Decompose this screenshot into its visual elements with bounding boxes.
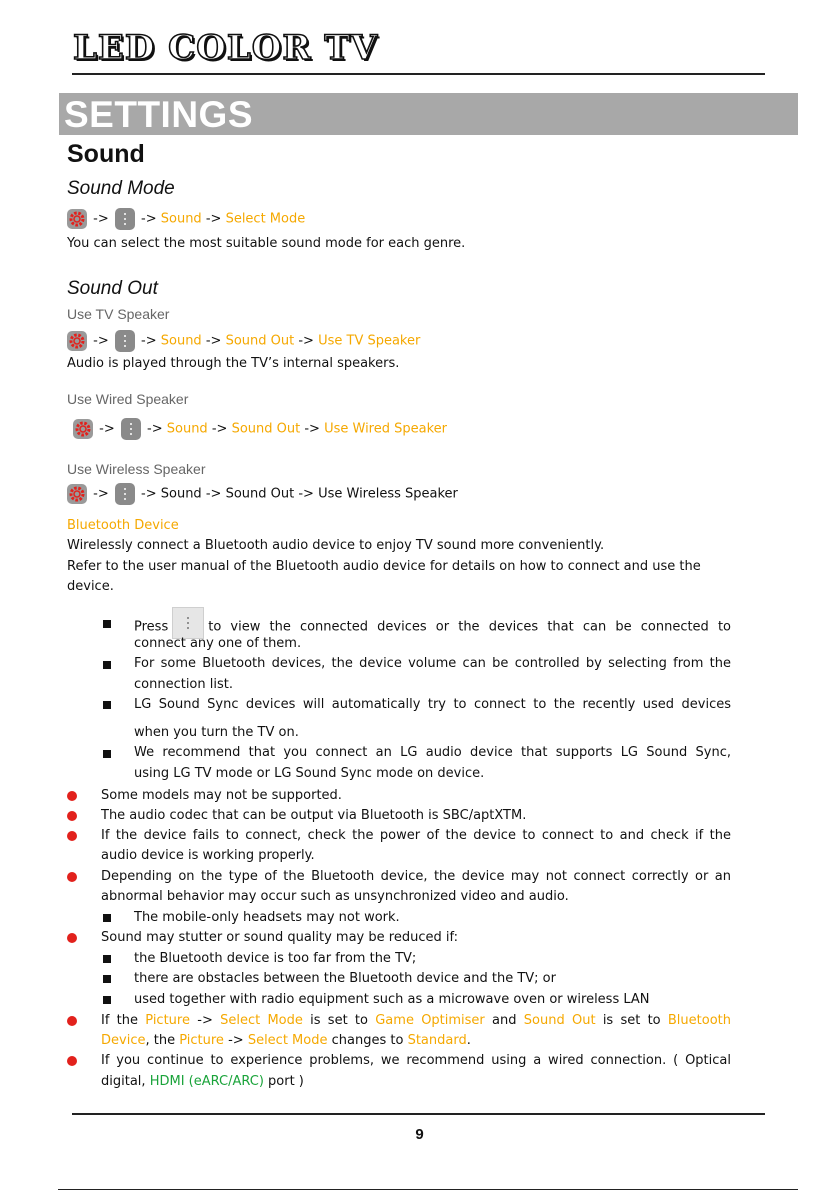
section-title: Sound	[67, 140, 145, 168]
more-menu-icon	[115, 208, 135, 230]
sound-mode-path: -> -> Sound -> Select Mode	[67, 208, 305, 230]
bluetooth-bullet-1: Press to view the connected devices or the devices that can be connected to	[134, 615, 731, 639]
red-bullet	[67, 831, 77, 841]
red-bullet	[67, 791, 77, 801]
square-bullet	[103, 661, 111, 669]
bluetooth-bullet-1-cont: connect any one of them.	[134, 636, 302, 651]
note-4-sub: The mobile-only headsets may not work.	[134, 910, 400, 925]
bluetooth-bullet-4: We recommend that you connect an LG audio device that supports LG Sound Sync,	[134, 745, 731, 760]
red-bullet	[67, 933, 77, 943]
bluetooth-line-2: Refer to the user manual of the Bluetooth audio device for details on how to connect and use the	[67, 559, 701, 574]
more-menu-icon	[121, 418, 141, 440]
note-5-sub-2: there are obstacles between the Bluetooth device and the TV; or	[134, 971, 556, 986]
note-1: Some models may not be supported.	[101, 788, 342, 803]
bluetooth-bullet-2-cont: connection list.	[134, 677, 233, 692]
bluetooth-line-1: Wirelessly connect a Bluetooth audio device to enjoy TV sound more conveniently.	[67, 538, 605, 553]
square-bullet	[103, 701, 111, 709]
red-bullet	[67, 872, 77, 882]
note-4-cont: abnormal behavior may occur such as unsynchronized video and audio.	[101, 889, 569, 904]
red-bullet	[67, 1056, 77, 1066]
note-5-sub-3: used together with radio equipment such as a microwave oven or wireless LAN	[134, 992, 650, 1007]
bluetooth-heading: Bluetooth Device	[67, 518, 179, 533]
note-4: Depending on the type of the Bluetooth device, the device may not connect correctly or an	[101, 869, 731, 884]
more-menu-icon	[115, 330, 135, 352]
settings-gear-icon	[73, 419, 93, 439]
sound-mode-heading: Sound Mode	[67, 178, 175, 199]
page-number: 9	[415, 1126, 424, 1143]
bluetooth-bullet-3: LG Sound Sync devices will automatically try to connect to the recently used devices	[134, 697, 731, 712]
wireless-speaker-path: -> -> Sound -> Sound Out -> Use Wireless Speaker	[67, 483, 458, 505]
note-3: If the device fails to connect, check the power of the device to connect to and check if the	[101, 828, 731, 843]
wireless-speaker-label: Use Wireless Speaker	[67, 461, 206, 477]
note-6: If the Picture -> Select Mode is set to Game Optimiser and Sound Out is set to Bluetooth	[101, 1013, 731, 1028]
bluetooth-bullet-2: For some Bluetooth devices, the device volume can be controlled by selecting from the	[134, 656, 731, 671]
footer-divider	[72, 1113, 765, 1115]
square-bullet	[103, 620, 111, 628]
tv-speaker-description: Audio is played through the TV’s internal speakers.	[67, 356, 400, 371]
note-5-sub-1: the Bluetooth device is too far from the TV;	[134, 951, 417, 966]
note-7: If you continue to experience problems, we recommend using a wired connection. ( Optical	[101, 1053, 731, 1068]
wired-speaker-label: Use Wired Speaker	[67, 391, 189, 407]
bluetooth-bullet-4-cont: using LG TV mode or LG Sound Sync mode on device.	[134, 766, 485, 781]
note-2: The audio codec that can be output via Bluetooth is SBC/aptXTM.	[101, 808, 527, 823]
settings-gear-icon	[67, 331, 87, 351]
settings-gear-icon	[67, 209, 87, 229]
sound-out-heading: Sound Out	[67, 278, 158, 299]
brand-logo-text: LED COLOR TV	[73, 28, 379, 68]
wired-speaker-path: -> -> Sound -> Sound Out -> Use Wired Speaker	[73, 418, 447, 440]
more-menu-icon	[172, 607, 204, 639]
square-bullet	[103, 975, 111, 983]
sound-mode-description: You can select the most suitable sound mode for each genre.	[67, 236, 466, 251]
more-menu-icon	[115, 483, 135, 505]
square-bullet	[103, 750, 111, 758]
note-5: Sound may stutter or sound quality may be reduced if:	[101, 930, 458, 945]
note-6-cont: Device, the Picture -> Select Mode changes to Standard.	[101, 1033, 471, 1048]
square-bullet	[103, 914, 111, 922]
red-bullet	[67, 1016, 77, 1026]
bluetooth-bullet-3-cont: when you turn the TV on.	[134, 725, 299, 740]
bluetooth-line-3: device.	[67, 579, 114, 594]
tv-speaker-path: -> -> Sound -> Sound Out -> Use TV Speaker	[67, 330, 420, 352]
square-bullet	[103, 955, 111, 963]
header-divider	[72, 73, 765, 75]
banner-title: SETTINGS	[64, 94, 254, 135]
square-bullet	[103, 996, 111, 1004]
tv-speaker-label: Use TV Speaker	[67, 306, 170, 322]
settings-gear-icon	[67, 484, 87, 504]
note-7-cont: digital, HDMI (eARC/ARC) port )	[101, 1074, 304, 1089]
page-bottom-rule	[58, 1189, 798, 1190]
settings-banner	[59, 93, 798, 135]
note-3-cont: audio device is working properly.	[101, 848, 315, 863]
red-bullet	[67, 811, 77, 821]
